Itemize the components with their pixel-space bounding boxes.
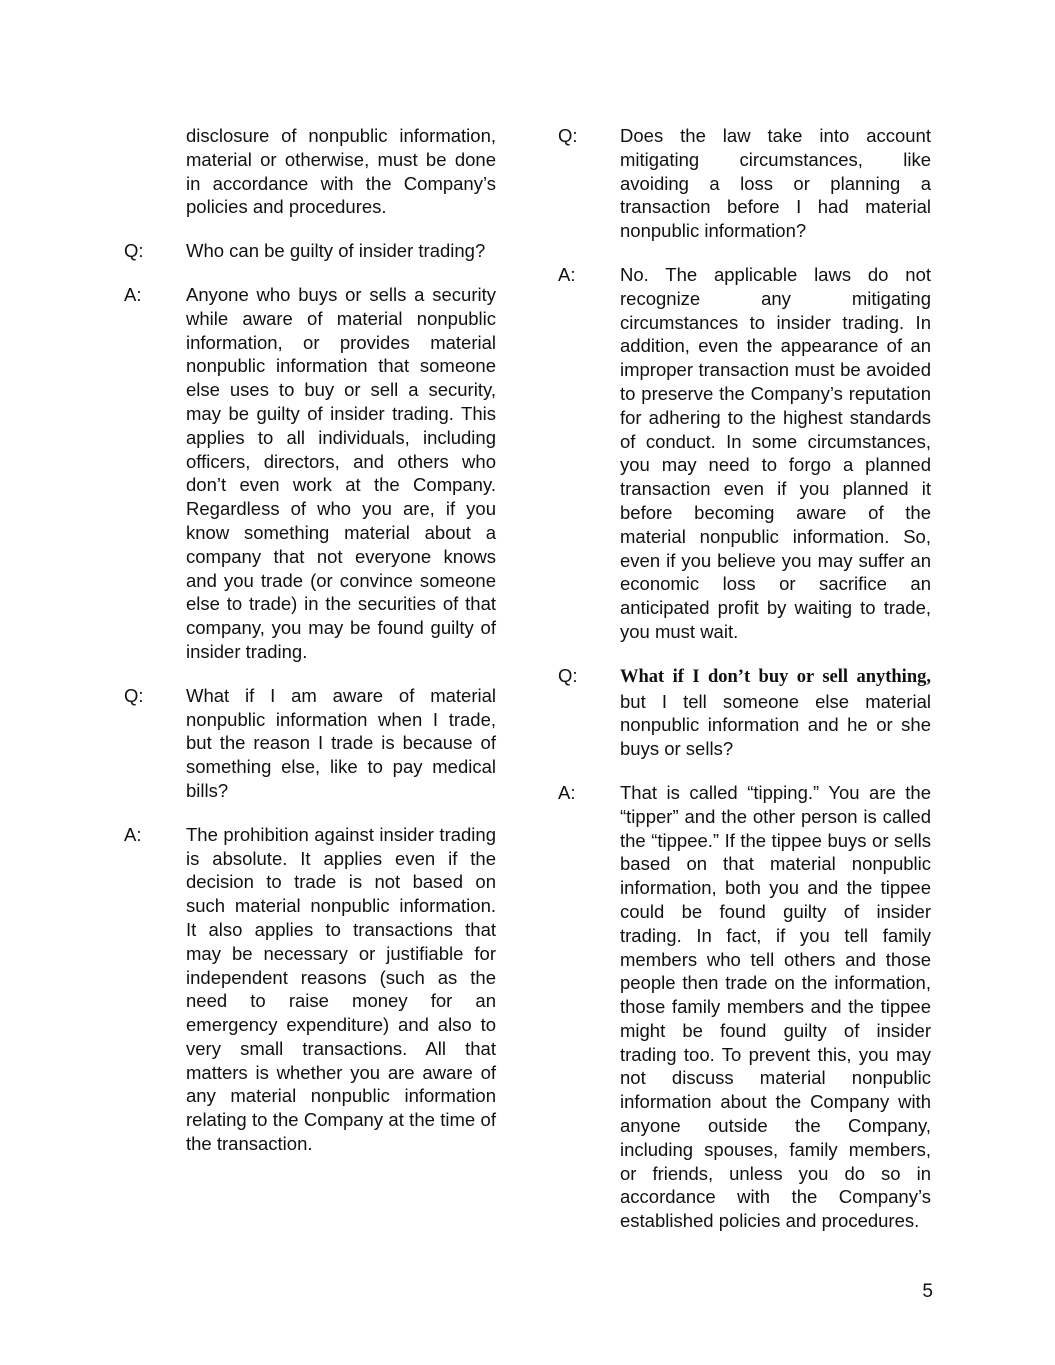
a-label: A: [124,283,142,305]
answer-text: Anyone who buys or sells a security while aware of material nonpublic information, or provides material nonpublic information that someone else uses to buy or sell a security, may be guilty of insider trading. This applies to all individuals, including officers, directors, and others who don’t even work at the Company. Regardless of who you are, if you know something material about a company that not everyone knows and you trade (or convince someone else to trade) in the securities of that company, you may be found guilty of insider trading. [186,283,496,662]
qa-answer [124,823,496,1156]
question-rest: but I tell someone else material nonpublic information and he or she buys or sells? [620,690,931,760]
qa-question [558,664,931,761]
right-column [558,124,931,1253]
page-number: 5 [922,1281,933,1302]
q-label: Q: [124,240,144,262]
qa-question [124,684,496,803]
continuation-paragraph: disclosure of nonpublic information, material or otherwise, must be done in accordance with the Company’s policies and procedures. [186,125,496,218]
answer-text: That is called “tipping.” You are the “tipper” and the other person is called the “tippee.” If the tippee buys or sells based on that material nonpublic information, both you and the tippee could be found guilty of insider trading. In fact, if you tell family members who tell others and those people then trade on the information, those family members and the tippee might be found guilty of insider trading too. To prevent this, you may not discuss material nonpublic information about the Company with anyone outside the Company, including spouses, family members, or friends, unless you do so in accordance with the Company’s established policies and procedures. [620,781,931,1232]
question-text: What if I am aware of material nonpublic information when I trade, but the reason I trade is because of something else, like to pay medical bills? [186,684,496,801]
a-label: A: [124,823,142,845]
answer-text: The prohibition against insider trading is absolute. It applies even if the decision to trade is not based on such material nonpublic information. It also applies to transactions that may be necessary or justifiable for independent reasons (such as the need to raise money for an emergency expenditure) and also to very small transactions. All that matters is whether you are aware of any material nonpublic information relating to the Company at the time of the transaction. [186,823,496,1155]
answer-text: No. The applicable laws do not recognize any mitigating circumstances to insider trading. In addition, even the appearance of an improper transaction must be avoided to preserve the Company’s reputation for adhering to the highest standards of conduct. In some circumstances, you may need to forgo a planned transaction even if you planned it before becoming aware of the material nonpublic information. So, even if you believe you may suffer an economic loss or sacrifice an anticipated profit by waiting to trade, you must wait. [620,263,931,642]
q-label: Q: [558,664,578,686]
q-label: Q: [558,125,578,146]
qa-answer [124,283,496,664]
question-text: Does the law take into account mitigating circumstances, like avoiding a loss or planning a transaction before I had material nonpublic information? [620,125,931,242]
a-label: A: [558,263,576,285]
a-label: A: [558,781,576,803]
qa-question [124,239,496,263]
left-column [124,124,496,1176]
qa-question [558,124,931,243]
qa-answer [558,781,931,1233]
question-bold-lead: What if I don’t buy or sell anything, [620,666,931,687]
q-label: Q: [124,684,144,706]
qa-answer [558,263,931,644]
question-text: Who can be guilty of insider trading? [186,240,486,262]
question-text [620,664,931,761]
